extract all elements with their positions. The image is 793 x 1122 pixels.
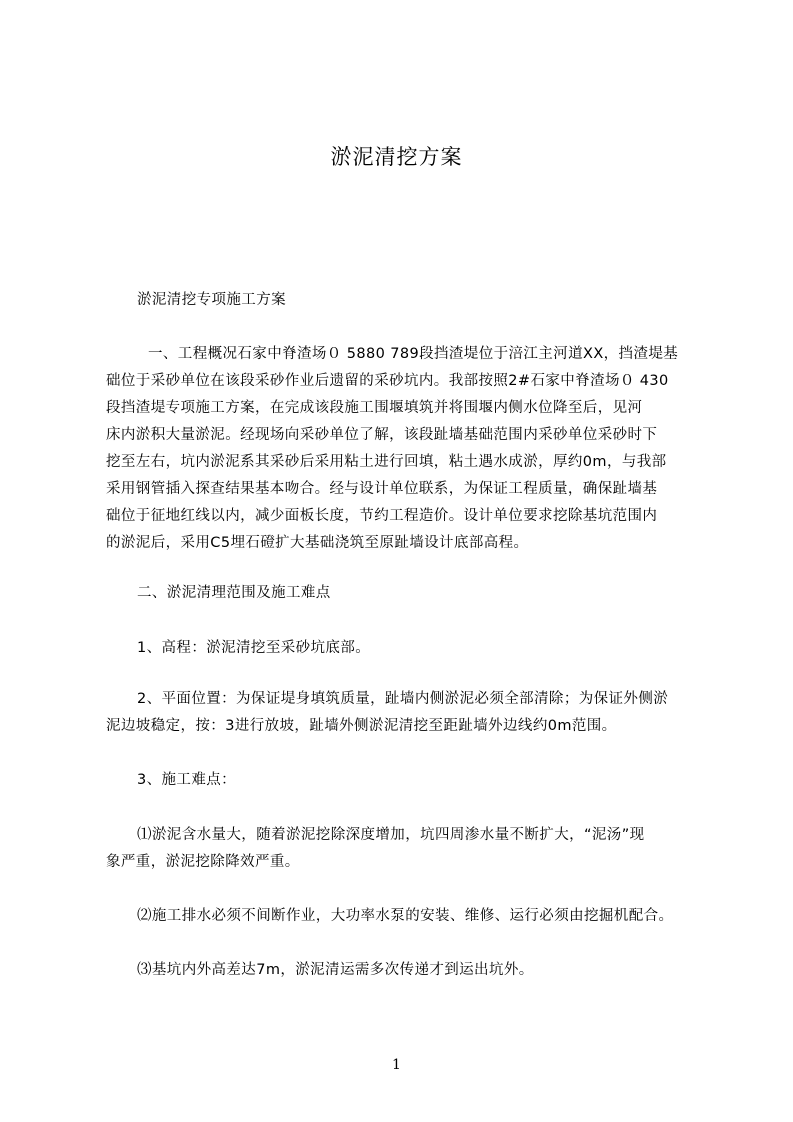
paragraph-line: 段挡渣堤专项施工方案，在完成该段施工围堰填筑并将围堰内侧水位降至后，见河: [106, 400, 643, 416]
section2-item1: 1、高程：淤泥清挖至采砂坑底部。: [137, 640, 371, 656]
difficulty-point-2: ⑵施工排水必须不间断作业，大功率水泵的安装、维修、运行必须由挖掘机配合。: [137, 908, 674, 924]
page-number: 1: [392, 1057, 401, 1073]
paragraph-line: 的淤泥后，采用C5埋石磴扩大基础浇筑至原趾墙设计底部高程。: [106, 535, 529, 551]
document-subtitle: 淤泥清挖专项施工方案: [137, 292, 286, 308]
section2-heading: 二、淤泥清理范围及施工难点: [137, 585, 331, 601]
paragraph-line: 挖至左右，坑内淤泥系其采砂后采用粘土进行回填，粘土遇水成淤，厚约0m，与我部: [106, 454, 667, 470]
paragraph-line: 础位于征地红线以内，减少面板长度，节约工程造价。设计单位要求挖除基坑范围内: [106, 508, 658, 524]
paragraph-line: 床内淤积大量淤泥。经现场向采砂单位了解，该段趾墙基础范围内采砂单位采砂时下: [106, 427, 658, 443]
paragraph-line: 象严重，淤泥挖除降效严重。: [106, 854, 300, 870]
paragraph-line: ⑴淤泥含水量大，随着淤泥挖除深度增加，坑四周渗水量不断扩大，“泥汤”现: [137, 827, 645, 843]
paragraph-line: 2、平面位置：为保证堤身填筑质量，趾墙内侧淤泥必须全部清除；为保证外侧淤: [137, 691, 669, 707]
paragraph-line: 采用钢管插入探查结果基本吻合。经与设计单位联系，为保证工程质量，确保趾墙基: [106, 481, 658, 497]
paragraph-line: 一、工程概况石家中脊渣场０ 5880 789段挡渣堤位于涪江主河道XX，挡渣堤基: [148, 346, 679, 362]
paragraph-line: 泥边坡稳定，按：3进行放坡，趾墙外侧淤泥清挖至距趾墙外边线约0m范围。: [106, 718, 617, 734]
paragraph-line: 础位于采砂单位在该段采砂作业后遗留的采砂坑内。我部按照2#石家中脊渣场０ 430: [106, 373, 669, 389]
difficulty-point-3: ⑶基坑内外高差达7m，淤泥清运需多次传递才到运出坑外。: [137, 962, 534, 978]
document-title: 淤泥清挖方案: [330, 145, 463, 169]
section2-item3-heading: 3、施工难点：: [137, 772, 237, 788]
